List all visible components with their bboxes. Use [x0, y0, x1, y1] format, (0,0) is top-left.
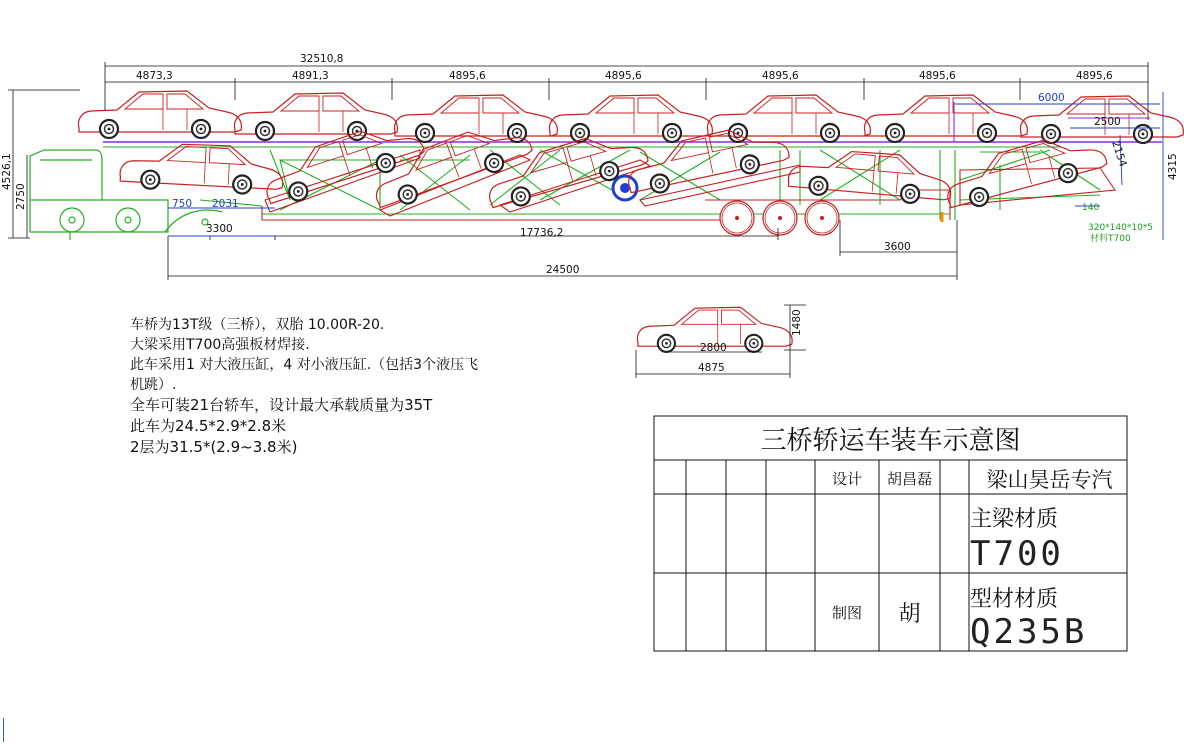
dim-rear-span: 3600: [884, 241, 911, 253]
drawer-name: 胡: [898, 602, 921, 627]
company-name: 梁山昊岳专汽: [986, 468, 1113, 492]
dim-right-height: 4315: [1167, 153, 1179, 180]
note-hydraulic-cont: 机跳）.: [130, 377, 177, 393]
note-capacity: 全车可装21台轿车，设计最大承载质量为35T: [130, 396, 433, 414]
dim-seg-3: 4895,6: [449, 70, 486, 82]
trailer-axles: [705, 200, 850, 235]
dim-front-b: 2031: [212, 198, 239, 210]
dim-lower-height: 2750: [15, 183, 27, 210]
main-beam-label: 主梁材质: [970, 507, 1059, 532]
dimension-labels: [1, 53, 1179, 276]
note-axle: 车桥为13T级（三桥），双胎 10.00R-20.: [130, 317, 385, 333]
dim-mid-span: 17736,2: [520, 227, 564, 239]
title-block: [654, 416, 1127, 651]
dim-side-small: 140: [1082, 203, 1100, 213]
dim-side-spec-1: 320*140*10*5: [1088, 223, 1154, 233]
note-size: 此车为24.5*2.9*2.8米: [130, 417, 287, 435]
single-car-length: 4875: [698, 362, 725, 374]
profile-value: Q235B: [970, 612, 1088, 652]
single-car-detail: [636, 305, 806, 378]
drawing-title: 三桥轿运车装车示意图: [760, 426, 1021, 456]
dim-upper-overhang: 6000: [1038, 92, 1065, 104]
dim-seg-7: 4895,6: [1076, 70, 1113, 82]
single-car-height: 1480: [791, 309, 803, 336]
single-car-wheelbase: 2800: [700, 342, 727, 354]
note-beam: 大梁采用T700高强板材焊接.: [130, 337, 310, 353]
text-cursor: [3, 718, 4, 742]
dim-ramp-length: 2154: [1109, 139, 1129, 169]
trailer-frame: [103, 102, 1162, 222]
drawing-label: 制图: [831, 604, 862, 622]
dim-seg-5: 4895,6: [762, 70, 799, 82]
dim-seg-6: 4895,6: [919, 70, 956, 82]
dim-seg-2: 4891,3: [292, 70, 329, 82]
dim-overall-length: 32510,8: [300, 53, 344, 65]
dim-total-height: 4526,1: [1, 153, 13, 190]
upper-deck-cars: [79, 91, 1184, 143]
dim-frame-length: 24500: [546, 264, 580, 276]
blue-dimensions: [168, 92, 1163, 240]
profile-label: 型材材质: [970, 587, 1059, 612]
dim-front-c: 3300: [206, 223, 233, 235]
dim-side-spec-2: 材料T700: [1090, 234, 1131, 244]
dim-seg-4: 4895,6: [605, 70, 642, 82]
dim-front-a: 750: [172, 198, 193, 210]
dim-seg-1: 4873,3: [136, 70, 173, 82]
dim-upper-inner: 2500: [1094, 116, 1121, 128]
design-label: 设计: [831, 470, 862, 488]
note-hydraulic: 此车采用1 对大液压缸，4 对小液压缸.（包括3个液压飞: [130, 357, 479, 373]
designer-name: 胡昌磊: [886, 470, 932, 488]
note-second-level: 2层为31.5*(2.9~3.8米): [130, 438, 298, 456]
design-notes: [130, 317, 479, 461]
main-beam-value: T700: [970, 534, 1064, 574]
